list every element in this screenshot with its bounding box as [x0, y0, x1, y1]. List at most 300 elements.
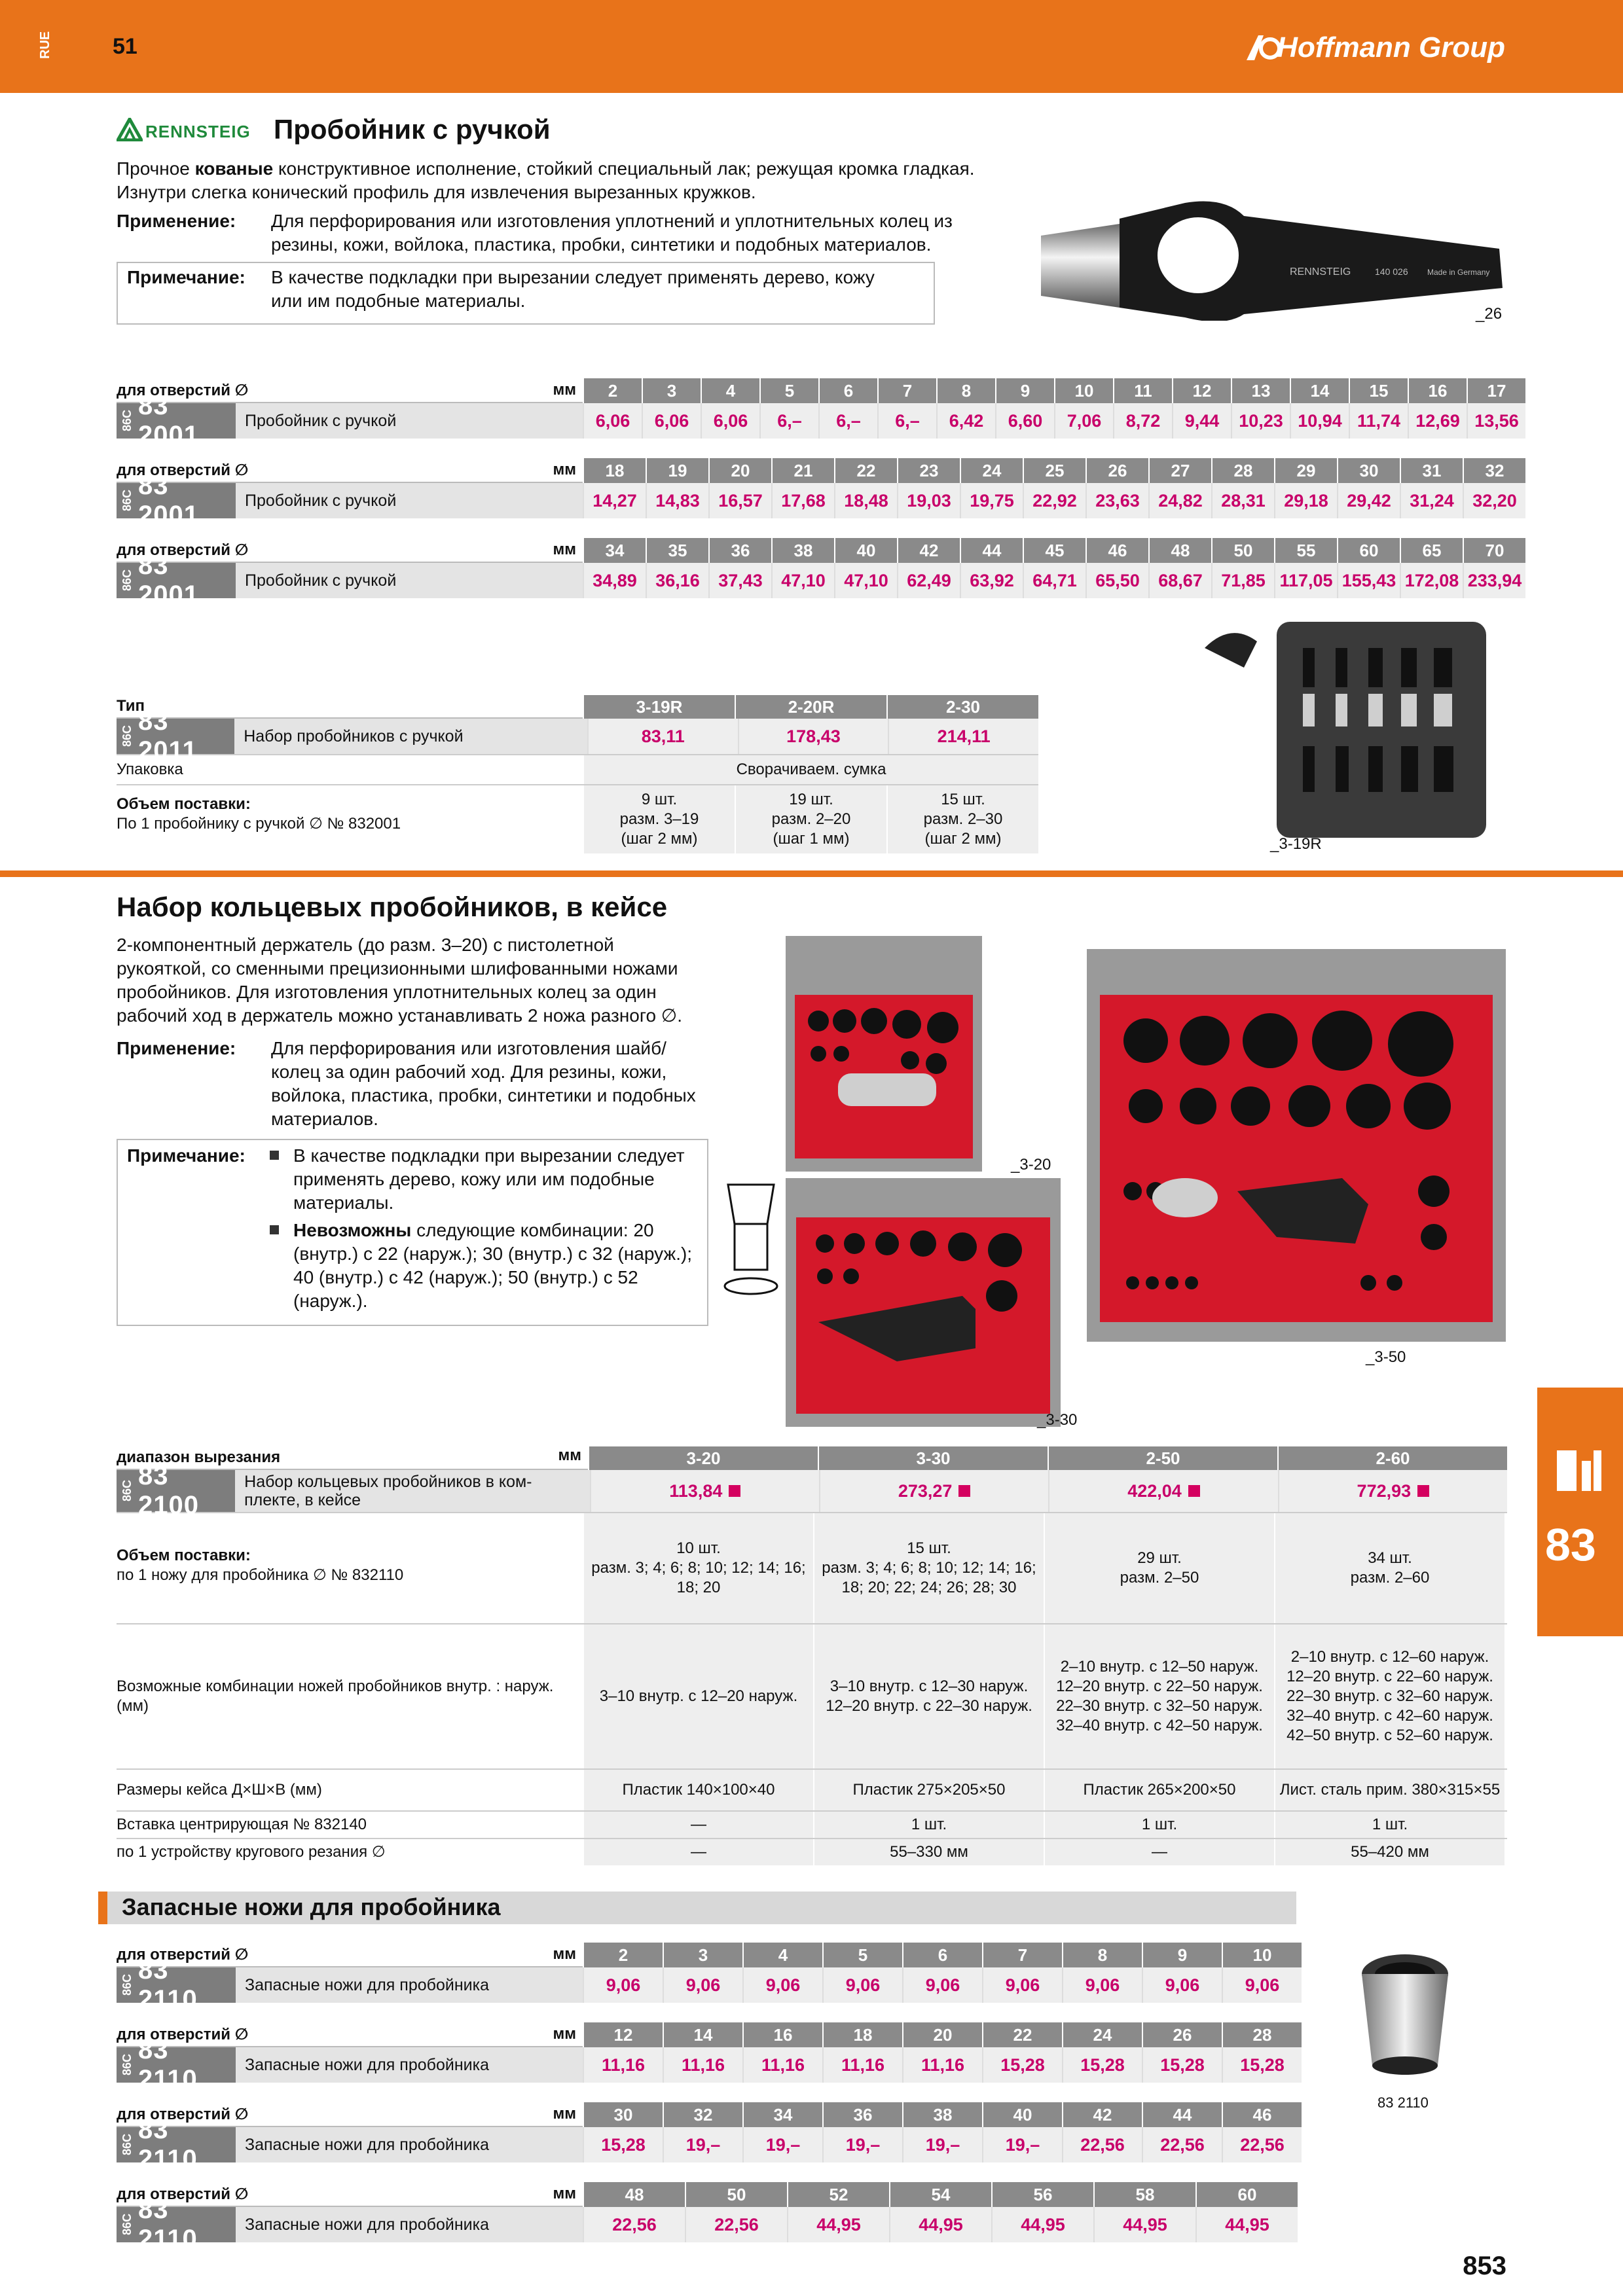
size-header-cell: 3 — [642, 378, 701, 403]
s1-desc: Прочное кованые конструктивное исполнение, стойкий специальный лак; режущая кромка гладкая. Изнутри слегка конический профиль для извлечения вырезанных кружков. — [117, 158, 975, 202]
region-code: RUE — [38, 31, 52, 59]
price-cell: 6,06 — [701, 403, 759, 439]
case-size-0: Пластик 140×100×40 — [583, 1770, 813, 1810]
set-type-1: 2-20R — [735, 695, 886, 719]
price-cell: 36,16 — [646, 563, 708, 598]
s2-note-2: Невозможны следующие комбинации: 20 (внутр.) с 22 (наруж.); 30 (внутр.) с 32 (наруж.); 40 (внутр.) с 42 (наруж.); 50 (внутр.) с 52 (наруж.). — [293, 1220, 693, 1311]
article-name: Запасные ножи для пробойника — [236, 2127, 574, 2162]
size-header-cell: 56 — [991, 2182, 1093, 2207]
price-cell: 9,06 — [902, 1967, 982, 2003]
size-header-cell: 44 — [1142, 2102, 1222, 2127]
price-cell: 22,56 — [1062, 2127, 1142, 2162]
article-number: 83 2110 — [138, 1956, 198, 2014]
combo-label: Возможные комбинации ножей пробойников внутр. : наруж. (мм) — [117, 1677, 554, 1715]
unit-mm: мм — [464, 2022, 583, 2047]
price-cell: 6,– — [759, 403, 818, 439]
price-table-832001-c — [117, 538, 1525, 609]
unit-mm: мм — [464, 2102, 583, 2127]
size-header-cell: 7 — [877, 378, 936, 403]
price-cell: 22,56 — [583, 2207, 685, 2242]
section-title-punch: Пробойник с ручкой — [274, 114, 551, 145]
hollow-punch-image — [1028, 190, 1506, 321]
price-cell: 9,06 — [1062, 1967, 1142, 2003]
size-header-cell: 48 — [583, 2182, 685, 2207]
ring-supply-3: 34 шт. разм. 2–60 — [1274, 1513, 1504, 1623]
price-table-832001-b — [117, 458, 1525, 529]
size-header-cell: 60 — [1195, 2182, 1298, 2207]
catalog-code: 86C — [120, 2054, 134, 2076]
size-header-cell: 14 — [1290, 378, 1349, 403]
set-price-2: 214,11 — [888, 719, 1038, 754]
price-table-832110-d — [117, 2182, 1298, 2253]
price-cell: 32,20 — [1463, 483, 1525, 518]
centering-insert-drawing — [715, 1172, 787, 1302]
set-range-3: 2-60 — [1277, 1446, 1507, 1470]
size-header-cell: 28 — [1222, 2022, 1302, 2047]
size-header-cell: 22 — [982, 2022, 1062, 2047]
size-header-cell: 6 — [902, 1943, 982, 1967]
price-cell: 68,67 — [1148, 563, 1211, 598]
set-article-name: Набор пробойников с ручкой — [234, 719, 578, 754]
bullet-icon — [270, 1225, 279, 1234]
price-cell: 44,95 — [1093, 2207, 1195, 2242]
price-cell: 15,28 — [1142, 2047, 1222, 2083]
price-cell: 9,06 — [822, 1967, 902, 2003]
price-cell: 172,08 — [1400, 563, 1463, 598]
price-cell: 19,– — [742, 2127, 822, 2162]
size-header-cell: 31 — [1400, 458, 1463, 483]
ring-supply-1: 15 шт. разм. 3; 4; 6; 8; 10; 12; 14; 16; 18; 20; 22; 24; 26; 28; 30 — [813, 1513, 1044, 1623]
price-cell: 14,83 — [646, 483, 708, 518]
article-name: Пробойник с ручкой — [236, 563, 574, 598]
size-header-cell: 26 — [1142, 2022, 1222, 2047]
pack-value: Сворачиваем. сумка — [583, 755, 1038, 784]
price-cell: 47,10 — [834, 563, 897, 598]
size-header-cell: 26 — [1085, 458, 1148, 483]
price-cell: 14,27 — [583, 483, 646, 518]
size-header-cell: 55 — [1274, 538, 1337, 563]
price-cell: 19,– — [663, 2127, 742, 2162]
article-number: 83 2110 — [138, 2115, 198, 2174]
set-range-0: 3-20 — [588, 1446, 818, 1470]
size-header-cell: 40 — [834, 538, 897, 563]
size-header-cell: 4 — [742, 1943, 822, 1967]
price-cell: 19,75 — [960, 483, 1023, 518]
size-header-cell: 24 — [960, 458, 1023, 483]
case-size-3: Лист. сталь прим. 380×315×55 — [1274, 1770, 1504, 1810]
price-cell: 155,43 — [1337, 563, 1400, 598]
price-cell: 62,49 — [897, 563, 960, 598]
size-header-cell: 46 — [1085, 538, 1148, 563]
size-header-cell: 8 — [1062, 1943, 1142, 1967]
insert-1: 1 шт. — [813, 1812, 1044, 1838]
case-size-2: Пластик 265×200×50 — [1044, 1770, 1274, 1810]
size-header-cell: 10 — [1222, 1943, 1302, 1967]
s1-application-label: Применение: — [117, 211, 236, 231]
size-header-cell: 48 — [1148, 538, 1211, 563]
size-header-cell: 54 — [889, 2182, 991, 2207]
price-cell: 19,– — [982, 2127, 1062, 2162]
hole-diameter-caption: для отверстий ∅ — [117, 2022, 464, 2047]
price-cell: 233,94 — [1463, 563, 1525, 598]
size-header-cell: 13 — [1231, 378, 1290, 403]
price-cell: 6,06 — [642, 403, 701, 439]
stock-square-icon — [729, 1485, 740, 1497]
price-cell: 29,42 — [1337, 483, 1400, 518]
size-header-cell: 36 — [708, 538, 771, 563]
ring-punch-case-images — [779, 929, 1519, 1440]
article-number-box — [117, 2195, 236, 2253]
page-number-left: 51 — [113, 34, 137, 59]
size-header-cell: 20 — [902, 2022, 982, 2047]
size-header-cell: 32 — [1463, 458, 1525, 483]
size-header-cell: 50 — [1211, 538, 1274, 563]
set-table-832011 — [117, 695, 1038, 853]
size-header-cell: 19 — [646, 458, 708, 483]
s1-note-box — [117, 262, 935, 325]
price-cell: 34,89 — [583, 563, 646, 598]
price-cell: 8,72 — [1113, 403, 1172, 439]
price-cell: 117,05 — [1274, 563, 1337, 598]
ring-set-article-box — [117, 1462, 235, 1520]
size-header-cell: 29 — [1274, 458, 1337, 483]
size-header-cell: 16 — [1408, 378, 1467, 403]
size-header-cell: 11 — [1113, 378, 1172, 403]
size-header-cell: 44 — [960, 538, 1023, 563]
set-price-1: 178,43 — [738, 719, 888, 754]
article-name: Пробойник с ручкой — [236, 483, 574, 518]
stock-square-icon — [1188, 1485, 1200, 1497]
size-header-cell: 8 — [936, 378, 995, 403]
catalog-code: 86C — [120, 410, 134, 432]
article-number: 83 2001 — [138, 471, 199, 529]
ring-punch-set-table — [117, 1446, 1507, 1865]
catalog-code: 86C — [120, 569, 134, 592]
price-cell: 11,16 — [663, 2047, 742, 2083]
price-cell: 28,31 — [1211, 483, 1274, 518]
case-size-label: Размеры кейса Д×Ш×В (мм) — [117, 1781, 322, 1799]
article-number: 83 2001 — [138, 391, 199, 450]
price-cell: 9,44 — [1172, 403, 1231, 439]
unit-mm: мм — [464, 2182, 583, 2207]
price-cell: 17,68 — [771, 483, 834, 518]
spare-knife-image — [1353, 1948, 1457, 2085]
unit-mm: мм — [463, 1446, 588, 1470]
catalog-code: 86C — [120, 2214, 134, 2236]
size-header-cell: 3 — [663, 1943, 742, 1967]
price-cell: 22,56 — [1222, 2127, 1302, 2162]
hole-diameter-caption: для отверстий ∅ — [117, 538, 464, 563]
article-number-box — [117, 2115, 236, 2174]
insert-3: 1 шт. — [1274, 1812, 1504, 1838]
unit-mm: мм — [464, 538, 583, 563]
size-header-cell: 18 — [583, 458, 646, 483]
price-cell: 13,56 — [1467, 403, 1525, 439]
article-number-box — [117, 2036, 236, 2094]
size-header-cell: 12 — [1172, 378, 1231, 403]
price-table-832110-b — [117, 2022, 1302, 2094]
ring-set-price-0: 113,84 — [590, 1470, 819, 1512]
price-cell: 9,06 — [1142, 1967, 1222, 2003]
size-header-cell: 30 — [1337, 458, 1400, 483]
size-header-cell: 18 — [822, 2022, 902, 2047]
set-type-0: 3-19R — [583, 695, 735, 719]
s2-application-text: Для перфорирования или изготовления шайб/ колец за один рабочий ход. Для резины, кожи, войлока, пластика, пробки, синтетики и подобных материалов. — [271, 1038, 696, 1129]
punch-image-caption: _26 — [1476, 305, 1503, 323]
hole-diameter-caption: для отверстий ∅ — [117, 378, 464, 403]
ring-set-price-2: 422,04 — [1048, 1470, 1277, 1512]
pack-label: Упаковка — [117, 761, 183, 778]
set-supply-label-block: Объем поставки: По 1 пробойнику с ручкой ∅ № 832001 — [117, 795, 401, 833]
rennsteig-logo-icon — [117, 118, 143, 141]
size-header-cell: 32 — [663, 2102, 742, 2127]
article-number: 83 2001 — [138, 551, 199, 609]
size-header-cell: 28 — [1211, 458, 1274, 483]
price-cell: 44,95 — [991, 2207, 1093, 2242]
case-caption-3-20: _3-20 — [1011, 1156, 1051, 1174]
size-header-cell: 38 — [902, 2102, 982, 2127]
rennsteig-brand: RENNSTEIG — [145, 122, 251, 141]
punch-tool-icon — [1553, 1444, 1605, 1496]
size-header-cell: 38 — [771, 538, 834, 563]
set-supply-1: 19 шт. разм. 2–20 (шаг 1 мм) — [735, 785, 886, 853]
hole-diameter-caption: для отверстий ∅ — [117, 1943, 464, 1967]
set-price-0: 83,11 — [587, 719, 738, 754]
size-header-cell: 17 — [1467, 378, 1525, 403]
size-header-cell: 58 — [1093, 2182, 1195, 2207]
size-header-cell: 70 — [1463, 538, 1525, 563]
article-number-box — [117, 551, 236, 609]
price-cell: 31,24 — [1400, 483, 1463, 518]
stock-square-icon — [958, 1485, 970, 1497]
chapter-tab — [1537, 1388, 1623, 1636]
price-table-832001-a — [117, 378, 1525, 450]
size-header-cell: 27 — [1148, 458, 1211, 483]
size-header-cell: 40 — [982, 2102, 1062, 2127]
price-cell: 9,06 — [583, 1967, 663, 2003]
spare-knives-marker — [98, 1892, 107, 1924]
price-cell: 15,28 — [1062, 2047, 1142, 2083]
size-header-cell: 42 — [1062, 2102, 1142, 2127]
price-cell: 44,95 — [787, 2207, 889, 2242]
size-header-cell: 9 — [1142, 1943, 1222, 1967]
price-cell: 22,56 — [685, 2207, 787, 2242]
set-range-2: 2-50 — [1048, 1446, 1277, 1470]
set-article-box — [117, 707, 234, 765]
price-cell: 15,28 — [982, 2047, 1062, 2083]
device-label: по 1 устройству кругового резания ∅ — [117, 1843, 386, 1861]
price-cell: 11,16 — [902, 2047, 982, 2083]
size-header-cell: 23 — [897, 458, 960, 483]
price-cell: 11,16 — [583, 2047, 663, 2083]
insert-label: Вставка центрирующая № 832140 — [117, 1816, 367, 1833]
ring-set-cat: 86C — [120, 1480, 134, 1502]
combo-0: 3–10 внутр. с 12–20 наруж. — [583, 1624, 813, 1768]
unit-mm: мм — [464, 1943, 583, 1967]
punch-model: 140 026 — [1375, 266, 1408, 277]
size-header-cell: 52 — [787, 2182, 889, 2207]
punch-engraving: RENNSTEIG — [1290, 266, 1351, 278]
price-cell: 11,16 — [822, 2047, 902, 2083]
price-cell: 11,74 — [1349, 403, 1408, 439]
price-cell: 19,– — [902, 2127, 982, 2162]
s2-note-box — [117, 1139, 708, 1326]
price-cell: 9,06 — [1222, 1967, 1302, 2003]
device-2: — — [1044, 1839, 1274, 1865]
spare-knife-caption: 83 2110 — [1377, 2094, 1429, 2111]
size-header-cell: 50 — [685, 2182, 787, 2207]
s2-desc: 2-компонентный держатель (до разм. 3–20) с пистолетной рукояткой, со сменными прецизионными шлифованными ножами пробойников. Для изготовления уплотнительных колец за один рабочий ход в держатель можно устанавливать 2 ножа разного ∅. — [117, 935, 682, 1026]
size-header-cell: 46 — [1222, 2102, 1302, 2127]
cut-range-caption: диапазон вырезания — [117, 1446, 463, 1470]
s1-application-text: Для перфорирования или изготовления уплотнений и уплотнительных колец из резины, кожи, войлока, пластика, пробки, синтетики и подобных материалов. — [271, 211, 953, 255]
set-supply-0: 9 шт. разм. 3–19 (шаг 2 мм) — [583, 785, 735, 853]
section-separator — [0, 870, 1623, 877]
article-number: 83 2110 — [138, 2195, 198, 2253]
price-cell: 22,56 — [1142, 2127, 1222, 2162]
size-header-cell: 60 — [1337, 538, 1400, 563]
ring-set-article-number: 83 2100 — [138, 1462, 199, 1520]
price-cell: 23,63 — [1085, 483, 1148, 518]
case-size-1: Пластик 275×205×50 — [813, 1770, 1044, 1810]
size-header-cell: 15 — [1349, 378, 1408, 403]
size-header-cell: 22 — [834, 458, 897, 483]
size-header-cell: 21 — [771, 458, 834, 483]
size-header-cell: 36 — [822, 2102, 902, 2127]
size-header-cell: 14 — [663, 2022, 742, 2047]
device-3: 55–420 мм — [1274, 1839, 1504, 1865]
hole-diameter-caption: для отверстий ∅ — [117, 2182, 464, 2207]
size-header-cell: 9 — [995, 378, 1054, 403]
price-cell: 7,06 — [1054, 403, 1113, 439]
s2-note-1: В качестве подкладки при вырезании следует применять дерево, кожу или им подобные материалы. — [293, 1145, 685, 1213]
size-header-cell: 65 — [1400, 538, 1463, 563]
price-cell: 16,57 — [708, 483, 771, 518]
price-cell: 22,92 — [1023, 483, 1085, 518]
price-cell: 9,06 — [982, 1967, 1062, 2003]
price-cell: 10,23 — [1231, 403, 1290, 439]
size-header-cell: 6 — [818, 378, 877, 403]
brand-logo-text: Hoffmann Group — [1277, 31, 1505, 63]
price-cell: 10,94 — [1290, 403, 1349, 439]
article-number-box — [117, 391, 236, 450]
ring-set-price-3: 772,93 — [1278, 1470, 1507, 1512]
s2-note-label: Примечание: — [127, 1145, 246, 1166]
insert-2: 1 шт. — [1044, 1812, 1274, 1838]
size-header-cell: 34 — [742, 2102, 822, 2127]
ring-set-article-name: Набор кольцевых пробойников в ком- плекте, в кейсе — [235, 1470, 581, 1512]
set-range-1: 3-30 — [818, 1446, 1048, 1470]
section-title-ring-punch-set: Набор кольцевых пробойников, в кейсе — [117, 891, 668, 922]
price-cell: 6,– — [818, 403, 877, 439]
page-number-right: 853 — [1463, 2251, 1506, 2280]
article-name: Запасные ножи для пробойника — [236, 2207, 574, 2242]
price-cell: 44,95 — [1195, 2207, 1298, 2242]
hole-diameter-caption: для отверстий ∅ — [117, 2102, 464, 2127]
price-cell: 44,95 — [889, 2207, 991, 2242]
size-header-cell: 12 — [583, 2022, 663, 2047]
price-cell: 12,69 — [1408, 403, 1467, 439]
s1-note-text: В качестве подкладки при вырезании следует применять дерево, кожу или им подобные материалы. — [271, 267, 875, 311]
set-type-caption: Тип — [117, 695, 583, 719]
size-header-cell: 42 — [897, 538, 960, 563]
catalog-code: 86C — [120, 1974, 134, 1996]
price-cell: 15,28 — [1222, 2047, 1302, 2083]
price-cell: 47,10 — [771, 563, 834, 598]
roll-bag-caption: _3-19R — [1270, 835, 1322, 853]
price-cell: 18,48 — [834, 483, 897, 518]
size-header-cell: 10 — [1054, 378, 1113, 403]
price-cell: 11,16 — [742, 2047, 822, 2083]
price-cell: 6,06 — [583, 403, 642, 439]
size-header-cell: 24 — [1062, 2022, 1142, 2047]
article-number-box — [117, 1956, 236, 2014]
set-type-2: 2-30 — [886, 695, 1038, 719]
article-number: 83 2110 — [138, 2036, 198, 2094]
price-cell: 6,60 — [995, 403, 1054, 439]
size-header-cell: 5 — [759, 378, 818, 403]
size-header-cell: 35 — [646, 538, 708, 563]
ring-supply-0: 10 шт. разм. 3; 4; 6; 8; 10; 12; 14; 16; 18; 20 — [583, 1513, 813, 1623]
case-caption-3-50: _3-50 — [1366, 1348, 1406, 1366]
bullet-icon — [270, 1151, 279, 1160]
size-header-cell: 7 — [982, 1943, 1062, 1967]
article-name: Пробойник с ручкой — [236, 403, 574, 439]
price-cell: 9,06 — [742, 1967, 822, 2003]
price-cell: 64,71 — [1023, 563, 1085, 598]
price-cell: 6,– — [877, 403, 936, 439]
price-table-832110-a — [117, 1943, 1302, 2014]
s2-application-label: Применение: — [117, 1038, 236, 1058]
price-cell: 9,06 — [663, 1967, 742, 2003]
roll-bag-image — [1178, 609, 1506, 857]
size-header-cell: 2 — [583, 378, 642, 403]
size-header-cell: 16 — [742, 2022, 822, 2047]
catalog-code: 86C — [120, 2134, 134, 2156]
article-number-box — [117, 471, 236, 529]
device-0: — — [583, 1839, 813, 1865]
ring-supply-2: 29 шт. разм. 2–50 — [1044, 1513, 1274, 1623]
price-cell: 15,28 — [583, 2127, 663, 2162]
s1-note-label: Примечание: — [127, 267, 246, 287]
size-header-cell: 45 — [1023, 538, 1085, 563]
size-header-cell: 25 — [1023, 458, 1085, 483]
combo-2: 2–10 внутр. с 12–50 наруж. 12–20 внутр. с 22–50 наруж. 22–30 внутр. с 32–50 наруж. 32–40 внутр. с 42–50 наруж. — [1044, 1624, 1274, 1768]
price-cell: 6,42 — [936, 403, 995, 439]
price-cell: 37,43 — [708, 563, 771, 598]
ring-supply-label-block: Объем поставки: по 1 ножу для пробойника ∅ № 832110 — [117, 1547, 404, 1584]
device-1: 55–330 мм — [813, 1839, 1044, 1865]
price-table-832110-c — [117, 2102, 1302, 2174]
ring-set-price-1: 273,27 — [819, 1470, 1048, 1512]
size-header-cell: 4 — [701, 378, 759, 403]
size-header-cell: 5 — [822, 1943, 902, 1967]
size-header-cell: 34 — [583, 538, 646, 563]
price-cell: 71,85 — [1211, 563, 1274, 598]
combo-3: 2–10 внутр. с 12–60 наруж. 12–20 внутр. с 22–60 наруж. 22–30 внутр. с 32–60 наруж. 32–40 внутр. с 42–60 наруж. 42–50 внутр. с 52–60 наруж. — [1274, 1624, 1504, 1768]
insert-0: — — [583, 1812, 813, 1838]
price-cell: 19,03 — [897, 483, 960, 518]
price-cell: 24,82 — [1148, 483, 1211, 518]
hole-diameter-caption: для отверстий ∅ — [117, 458, 464, 483]
section-title-spare-knives: Запасные ножи для пробойника — [122, 1893, 501, 1920]
set-cat: 86C — [120, 725, 134, 747]
article-name: Запасные ножи для пробойника — [236, 2047, 574, 2083]
punch-made: Made in Germany — [1427, 268, 1490, 277]
combo-1: 3–10 внутр. с 12–30 наруж. 12–20 внутр. с 22–30 наруж. — [813, 1624, 1044, 1768]
size-header-cell: 20 — [708, 458, 771, 483]
case-caption-3-30: _3-30 — [1037, 1411, 1078, 1429]
